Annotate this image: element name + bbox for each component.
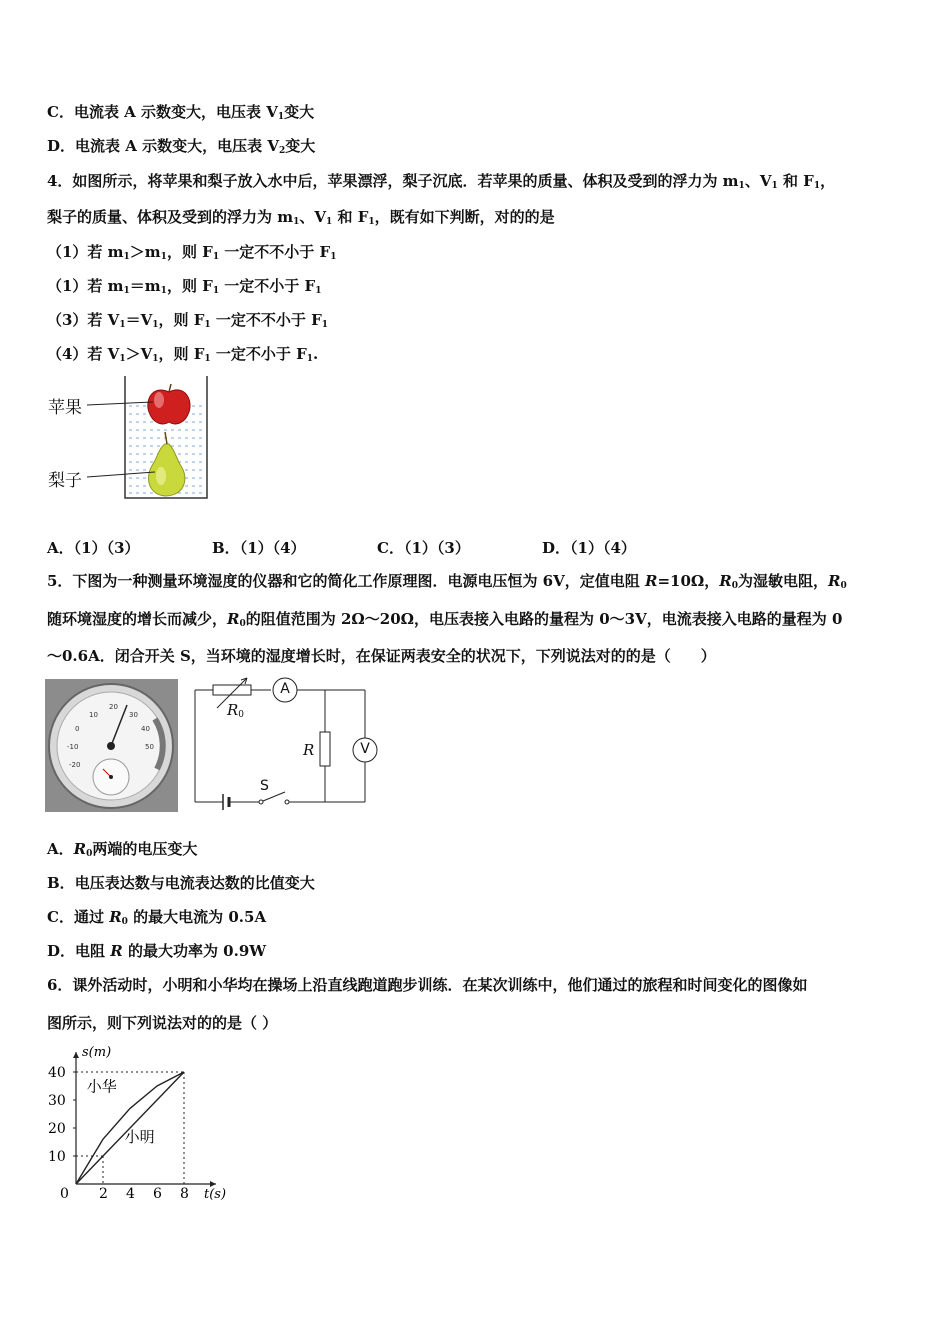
q5-option-d[interactable]: D．电阻 R 的最大功率为 0.9W <box>47 942 267 960</box>
apple-shape <box>148 384 190 424</box>
x-tick-label: 4 <box>126 1186 135 1202</box>
pear-shape <box>149 432 185 496</box>
q4-option-b[interactable]: B．（1）（4） <box>212 539 306 557</box>
svg-text:40: 40 <box>141 725 150 733</box>
q5-stem-line1: 5．下图为一种测量环境湿度的仪器和它的简化工作原理图．电源电压恒为 6V，定值电阻 R=10Ω，$R_0$为湿敏电阻，$R_0$ <box>47 572 847 591</box>
q5-option-c[interactable]: C．通过 $R_0$ 的最大电流为 0.5A <box>47 908 267 927</box>
q6-stem-line1: 6．课外活动时，小明和小华均在操场上沿直线跑道跑步训练．在某次训练中，他们通过的旅程和时间变化的图像如 <box>47 976 808 994</box>
hygrometer-image <box>45 679 178 812</box>
q3-option-d[interactable]: D．电流表 A 示数变大，电压表 $V_2$变大 <box>47 137 316 156</box>
voltmeter-label: V <box>360 741 370 757</box>
q5-stem-line2: 随环境湿度的增长而减少，$R_0$的阻值范围为 2Ω～20Ω，电压表接入电路的量程为 0～3V，电流表接入电路的量程为 0 <box>47 610 843 629</box>
svg-text:0: 0 <box>75 725 80 733</box>
x-tick-label: 6 <box>153 1186 162 1202</box>
y-axis-arrow <box>73 1052 79 1058</box>
y-tick-label: 10 <box>48 1149 66 1165</box>
q4-stem-line1: 4．如图所示，将苹果和梨子放入水中后，苹果漂浮，梨子沉底．若苹果的质量、体积及受到的浮力为 $m_1$、$V_1$ 和 $F_1$， <box>47 172 836 191</box>
q3-option-c[interactable]: C．电流表 A 示数变大，电压表 $V_1$变大 <box>47 103 315 122</box>
varistor-label: $R_0$ <box>227 701 245 720</box>
q4-judgement-3: （3）若 $V_1=V_1$，则 $F_1$ 一定不不小于 $F_1$ <box>47 311 328 330</box>
x-tick-label: 2 <box>99 1186 108 1202</box>
q4-judgement-2: （1）若 $m_1=m_1$，则 $F_1$ 一定不小于 $F_1$ <box>47 277 322 296</box>
svg-text:-10: -10 <box>67 743 79 751</box>
y-tick-label: 30 <box>48 1093 66 1109</box>
q6-st-chart <box>40 1042 230 1207</box>
svg-text:30: 30 <box>129 711 138 719</box>
svg-text:10: 10 <box>89 711 98 719</box>
resistor-r <box>320 732 330 766</box>
ammeter-label: A <box>280 681 290 697</box>
svg-text:-20: -20 <box>69 761 81 769</box>
q5-stem-line3: ～0.6A．闭合开关 S，当环境的湿度增长时，在保证两表安全的状况下，下列说法对的的是（ ） <box>47 647 716 665</box>
svg-text:50: 50 <box>145 743 154 751</box>
x-axis-label: t(s) <box>204 1187 227 1202</box>
q4-option-d[interactable]: D．（1）（4） <box>542 539 636 557</box>
apple-label: 苹果 <box>48 398 82 418</box>
series-label-1: 小明 <box>124 1128 155 1146</box>
switch-label: S <box>260 778 269 794</box>
x-tick-label: 8 <box>180 1186 189 1202</box>
q5-option-b[interactable]: B．电压表达数与电流表达数的比值变大 <box>47 874 315 892</box>
resistor-label: R <box>303 741 315 759</box>
pear-label: 梨子 <box>48 471 82 491</box>
q5-option-a[interactable]: A．$R_0$两端的电压变大 <box>47 840 198 859</box>
q4-judgement-1: （1）若 $m_1>m_1$，则 $F_1$ 一定不不小于 $F_1$ <box>47 243 337 262</box>
y-axis-label: s(m) <box>82 1045 112 1060</box>
svg-text:20: 20 <box>109 703 118 711</box>
x-tick-label: 0 <box>60 1186 69 1202</box>
q4-option-a[interactable]: A．（1）（3） <box>47 539 140 557</box>
q4-stem-line2: 梨子的质量、体积及受到的浮力为 $m_1$、$V_1$ 和 $F_1$，既有如下判断，对的的是 <box>47 208 555 227</box>
y-tick-label: 40 <box>48 1065 66 1081</box>
y-tick-label: 20 <box>48 1121 66 1137</box>
series-label-0: 小华 <box>86 1077 117 1096</box>
q4-option-c[interactable]: C．（1）（3） <box>377 539 470 557</box>
q6-stem-line2: 图所示，则下列说法对的的是（ ） <box>47 1014 278 1032</box>
q4-judgement-4: （4）若 $V_1>V_1$，则 $F_1$ 一定不小于 $F_1$. <box>47 345 319 364</box>
